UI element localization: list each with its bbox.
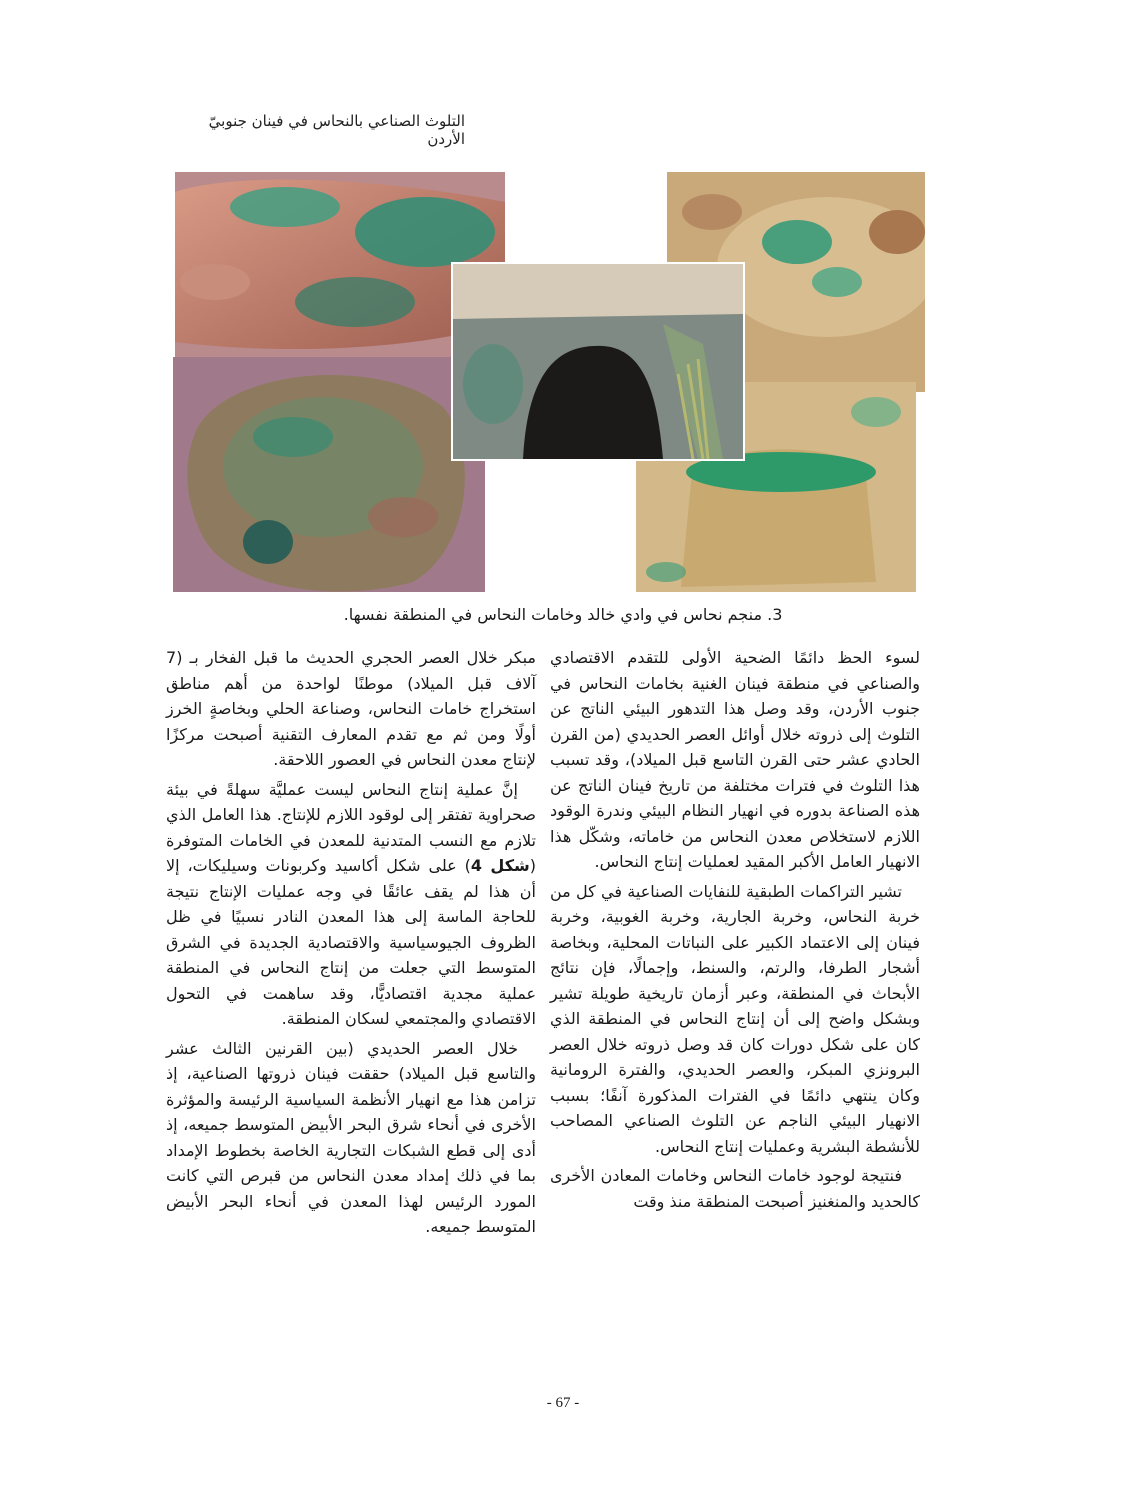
paragraph: مبكر خلال العصر الحجري الحديث ما قبل الفخار بـ (7 آلاف قبل الميلاد) موطنًا لواحدة من أهم مناطق استخراج خامات النحاس، وصناعة الحلي وبخاصةٍ الخرز أولًا ومن ثم مع تقدم المعارف التقنية أصبحت مركزًا لإنتاج معدن النحاس في العصور اللاحقة. xyxy=(166,648,536,769)
paragraph-text: ) على شكل أكاسيد وكربونات وسيليكات، إلا أن هذا لم يقف عائقًا في وجه عمليات الإنتاج نتيجة للحاجة الماسة إلى هذا المعدن النادر نسبيًا في ظل الظروف الجيوسياسية والاقتصادية الجديدة في الشرق المتوسط التي جعلت من إنتاج النحاس في المنطقة عملية مجدية اقتصاديًّا، وقد ساهمت في التحول الاقتصادي والمجتمعي لسكان المنطقة. xyxy=(166,856,536,1028)
paragraph: تشير التراكمات الطبقية للنفايات الصناعية في كل من خربة النحاس، وخربة الجارية، وخربة الغوبية، وخربة فينان إلى الاعتماد الكبير على النباتات المحلية، وبخاصة أشجار الطرفا، والرتم، والسنط، وإجمالًا، فإن نتائج الأبحاث في المنطقة، وعبر أزمان تاريخية طويلة تشير وبشكل واضح إلى أن إنتاج النحاس في المنطقة الذي كان على شكل دورات كان قد وصل ذروته خلال العصر البرونزي المبكر، والعصر الحديدي، والفترة الرومانية وكان ينتهي دائمًا في الفترات المذكورة آنفًا؛ بسبب الانهيار البيئي الناجم عن التلوث الصناعي المصاحب للأنشطة البشرية وعمليات إنتاج النحاس. xyxy=(550,881,920,1156)
copper-mine-cave-photo xyxy=(451,262,745,461)
page-number: - 67 - xyxy=(546,1395,580,1411)
figure-caption: 3. منجم نحاس في وادي خالد وخامات النحاس في المنطقة نفسها. xyxy=(343,605,783,624)
paragraph: لسوء الحظ دائمًا الضحية الأولى للتقدم الاقتصادي والصناعي في منطقة فينان الغنية بخامات النحاس في جنوب الأردن، وقد وصل هذا التدهور البيئي الناتج عن التلوث إلى ذروته خلال أوائل العصر الحديدي (من القرن الحادي عشر حتى القرن التاسع قبل الميلاد)، وقد تسبب هذا التلوث في فترات مختلفة من تاريخ فينان الناتج عن هذه الصناعة بدوره في انهيار النظام البيئي وندرة الوقود اللازم لاستخلاص معدن النحاس من خاماته، وشكّل هذا الانهيار العامل الأكبر المقيد لعمليات إنتاج النحاس. xyxy=(550,648,920,871)
text-column-left xyxy=(166,645,536,1244)
paragraph-text: إنَّ عملية إنتاج النحاس ليست عمليَّة سهلةً في بيئة صحراوية تفتقر إلى لوقود اللازم للإنتاج. هذا العامل الذي تلازم مع النسب المتدنية للمعدن في الخامات المتوفرة ( xyxy=(166,779,536,875)
paragraph-with-figure-ref xyxy=(166,777,536,1032)
figure-reference: شكل 4 xyxy=(470,856,530,875)
paragraph: خلال العصر الحديدي (بين القرنين الثالث عشر والتاسع قبل الميلاد) حققت فينان ذروتها الصناعية، إذ تزامن هذا مع انهيار الأنظمة السياسية الرئيسة والمؤثرة الأخرى في أنحاء شرق البحر الأبيض المتوسط جميعه، إذ أدى إلى قطع الشبكات التجارية الخاصة بخطوط الإمداد بما في ذلك إمداد معدن النحاس من قبرص التي كانت المورد الرئيس لهذا المعدن في أنحاء البحر الأبيض المتوسط جميعه. xyxy=(166,1038,536,1236)
paragraph: فنتيجة لوجود خامات النحاس وخامات المعادن الأخرى كالحديد والمنغنيز أصبحت المنطقة منذ وقت xyxy=(550,1166,920,1211)
running-header: التلوث الصناعي بالنحاس في فينان جنوبيّ الأردن xyxy=(208,112,465,148)
text-column-right xyxy=(550,645,920,1218)
ore-rock-photo-bottom-left xyxy=(173,357,485,592)
